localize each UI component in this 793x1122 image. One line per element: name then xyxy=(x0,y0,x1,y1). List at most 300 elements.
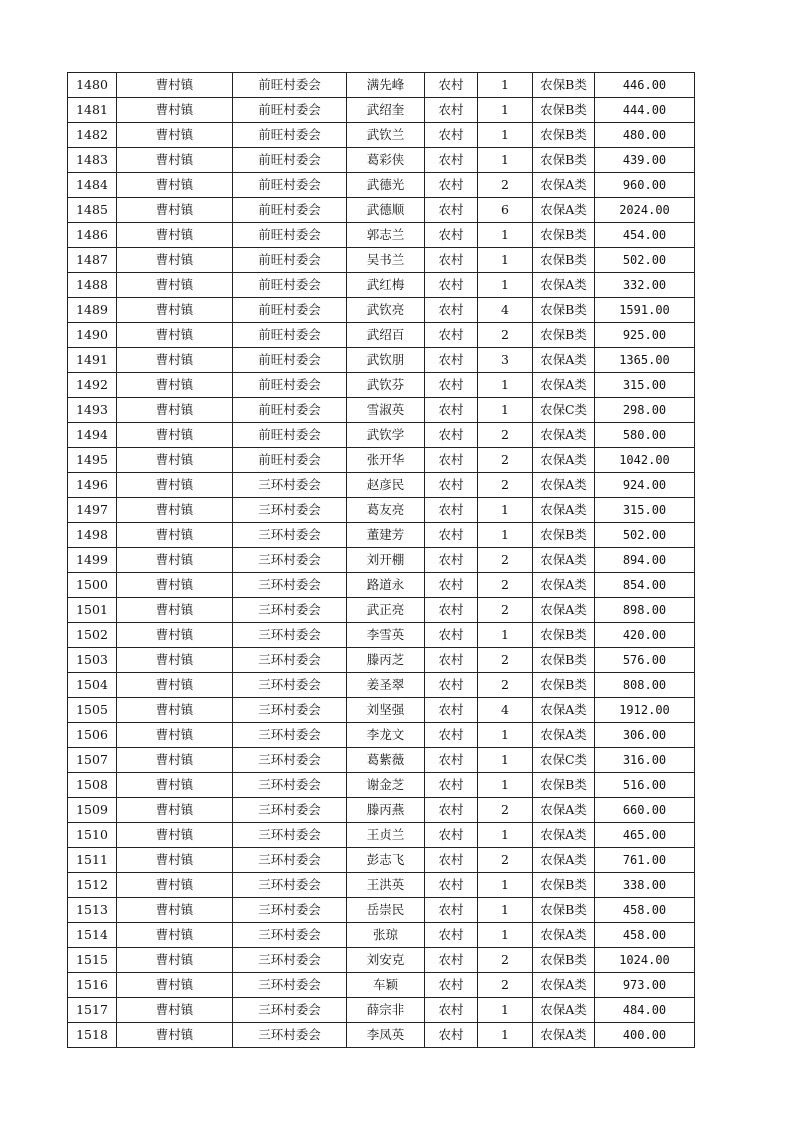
amount-cell: 400.00 xyxy=(595,1023,695,1048)
village-committee-cell: 三环村委会 xyxy=(233,648,347,673)
household-size-cell: 1 xyxy=(478,273,533,298)
amount-cell: 924.00 xyxy=(595,473,695,498)
village-committee-cell: 前旺村委会 xyxy=(233,398,347,423)
insurance-category-cell: 农保B类 xyxy=(533,948,595,973)
amount-cell: 1912.00 xyxy=(595,698,695,723)
table-row xyxy=(68,798,695,823)
household-size-cell: 2 xyxy=(478,673,533,698)
insurance-category-cell: 农保A类 xyxy=(533,998,595,1023)
household-type-cell: 农村 xyxy=(425,423,478,448)
table-row xyxy=(68,323,695,348)
insurance-category-cell: 农保B类 xyxy=(533,623,595,648)
table-row xyxy=(68,398,695,423)
insurance-category-cell: 农保B类 xyxy=(533,73,595,98)
amount-cell: 960.00 xyxy=(595,173,695,198)
table-row xyxy=(68,148,695,173)
row-number-cell: 1510 xyxy=(68,823,117,848)
row-number-cell: 1482 xyxy=(68,123,117,148)
table-row xyxy=(68,1023,695,1048)
row-number-cell: 1509 xyxy=(68,798,117,823)
amount-cell: 484.00 xyxy=(595,998,695,1023)
village-committee-cell: 前旺村委会 xyxy=(233,73,347,98)
amount-cell: 516.00 xyxy=(595,773,695,798)
row-number-cell: 1506 xyxy=(68,723,117,748)
town-cell: 曹村镇 xyxy=(117,323,233,348)
town-cell: 曹村镇 xyxy=(117,998,233,1023)
row-number-cell: 1495 xyxy=(68,448,117,473)
row-number-cell: 1516 xyxy=(68,973,117,998)
insurance-category-cell: 农保C类 xyxy=(533,398,595,423)
household-size-cell: 4 xyxy=(478,298,533,323)
village-committee-cell: 前旺村委会 xyxy=(233,123,347,148)
town-cell: 曹村镇 xyxy=(117,273,233,298)
person-name-cell: 张开华 xyxy=(347,448,425,473)
amount-cell: 1024.00 xyxy=(595,948,695,973)
household-size-cell: 1 xyxy=(478,998,533,1023)
town-cell: 曹村镇 xyxy=(117,648,233,673)
subsidy-table xyxy=(67,72,695,1048)
person-name-cell: 刘开棚 xyxy=(347,548,425,573)
household-size-cell: 1 xyxy=(478,898,533,923)
household-size-cell: 1 xyxy=(478,398,533,423)
amount-cell: 1042.00 xyxy=(595,448,695,473)
household-size-cell: 1 xyxy=(478,498,533,523)
amount-cell: 316.00 xyxy=(595,748,695,773)
household-size-cell: 2 xyxy=(478,173,533,198)
household-type-cell: 农村 xyxy=(425,998,478,1023)
village-committee-cell: 三环村委会 xyxy=(233,798,347,823)
household-type-cell: 农村 xyxy=(425,773,478,798)
amount-cell: 458.00 xyxy=(595,923,695,948)
person-name-cell: 武绍百 xyxy=(347,323,425,348)
town-cell: 曹村镇 xyxy=(117,173,233,198)
row-number-cell: 1489 xyxy=(68,298,117,323)
household-type-cell: 农村 xyxy=(425,398,478,423)
table-row xyxy=(68,423,695,448)
village-committee-cell: 前旺村委会 xyxy=(233,373,347,398)
household-type-cell: 农村 xyxy=(425,448,478,473)
table-row xyxy=(68,898,695,923)
insurance-category-cell: 农保C类 xyxy=(533,748,595,773)
table-row xyxy=(68,923,695,948)
person-name-cell: 车颖 xyxy=(347,973,425,998)
household-size-cell: 6 xyxy=(478,198,533,223)
household-size-cell: 2 xyxy=(478,448,533,473)
amount-cell: 808.00 xyxy=(595,673,695,698)
person-name-cell: 武绍奎 xyxy=(347,98,425,123)
household-size-cell: 2 xyxy=(478,573,533,598)
insurance-category-cell: 农保A类 xyxy=(533,423,595,448)
row-number-cell: 1483 xyxy=(68,148,117,173)
table-row xyxy=(68,623,695,648)
village-committee-cell: 前旺村委会 xyxy=(233,423,347,448)
village-committee-cell: 前旺村委会 xyxy=(233,348,347,373)
amount-cell: 854.00 xyxy=(595,573,695,598)
row-number-cell: 1485 xyxy=(68,198,117,223)
household-type-cell: 农村 xyxy=(425,498,478,523)
town-cell: 曹村镇 xyxy=(117,348,233,373)
row-number-cell: 1501 xyxy=(68,598,117,623)
village-committee-cell: 三环村委会 xyxy=(233,748,347,773)
table-row xyxy=(68,123,695,148)
household-type-cell: 农村 xyxy=(425,598,478,623)
table-row xyxy=(68,173,695,198)
insurance-category-cell: 农保A类 xyxy=(533,923,595,948)
town-cell: 曹村镇 xyxy=(117,623,233,648)
village-committee-cell: 三环村委会 xyxy=(233,598,347,623)
amount-cell: 315.00 xyxy=(595,498,695,523)
town-cell: 曹村镇 xyxy=(117,798,233,823)
person-name-cell: 刘坚强 xyxy=(347,698,425,723)
person-name-cell: 薛宗非 xyxy=(347,998,425,1023)
person-name-cell: 张琼 xyxy=(347,923,425,948)
person-name-cell: 郭志兰 xyxy=(347,223,425,248)
town-cell: 曹村镇 xyxy=(117,298,233,323)
household-type-cell: 农村 xyxy=(425,898,478,923)
household-size-cell: 1 xyxy=(478,1023,533,1048)
table-row xyxy=(68,273,695,298)
insurance-category-cell: 农保A类 xyxy=(533,373,595,398)
village-committee-cell: 前旺村委会 xyxy=(233,323,347,348)
table-row xyxy=(68,948,695,973)
insurance-category-cell: 农保B类 xyxy=(533,648,595,673)
village-committee-cell: 三环村委会 xyxy=(233,698,347,723)
table-row xyxy=(68,648,695,673)
town-cell: 曹村镇 xyxy=(117,848,233,873)
row-number-cell: 1493 xyxy=(68,398,117,423)
household-size-cell: 1 xyxy=(478,873,533,898)
household-size-cell: 1 xyxy=(478,623,533,648)
table-row xyxy=(68,573,695,598)
amount-cell: 580.00 xyxy=(595,423,695,448)
household-type-cell: 农村 xyxy=(425,348,478,373)
village-committee-cell: 三环村委会 xyxy=(233,948,347,973)
amount-cell: 458.00 xyxy=(595,898,695,923)
row-number-cell: 1508 xyxy=(68,773,117,798)
town-cell: 曹村镇 xyxy=(117,198,233,223)
amount-cell: 660.00 xyxy=(595,798,695,823)
table-row xyxy=(68,823,695,848)
village-committee-cell: 三环村委会 xyxy=(233,473,347,498)
town-cell: 曹村镇 xyxy=(117,698,233,723)
village-committee-cell: 三环村委会 xyxy=(233,773,347,798)
village-committee-cell: 三环村委会 xyxy=(233,873,347,898)
amount-cell: 338.00 xyxy=(595,873,695,898)
person-name-cell: 吴书兰 xyxy=(347,248,425,273)
village-committee-cell: 三环村委会 xyxy=(233,673,347,698)
amount-cell: 1365.00 xyxy=(595,348,695,373)
subsidy-table-page xyxy=(67,72,694,1048)
table-row xyxy=(68,973,695,998)
amount-cell: 315.00 xyxy=(595,373,695,398)
town-cell: 曹村镇 xyxy=(117,473,233,498)
household-type-cell: 农村 xyxy=(425,1023,478,1048)
household-size-cell: 2 xyxy=(478,473,533,498)
table-row xyxy=(68,523,695,548)
row-number-cell: 1487 xyxy=(68,248,117,273)
village-committee-cell: 三环村委会 xyxy=(233,548,347,573)
row-number-cell: 1490 xyxy=(68,323,117,348)
insurance-category-cell: 农保A类 xyxy=(533,173,595,198)
village-committee-cell: 三环村委会 xyxy=(233,848,347,873)
household-size-cell: 1 xyxy=(478,223,533,248)
person-name-cell: 刘安克 xyxy=(347,948,425,973)
town-cell: 曹村镇 xyxy=(117,823,233,848)
household-type-cell: 农村 xyxy=(425,973,478,998)
household-size-cell: 3 xyxy=(478,348,533,373)
person-name-cell: 武德光 xyxy=(347,173,425,198)
insurance-category-cell: 农保B类 xyxy=(533,148,595,173)
row-number-cell: 1515 xyxy=(68,948,117,973)
household-type-cell: 农村 xyxy=(425,373,478,398)
amount-cell: 576.00 xyxy=(595,648,695,673)
town-cell: 曹村镇 xyxy=(117,548,233,573)
person-name-cell: 路道永 xyxy=(347,573,425,598)
amount-cell: 298.00 xyxy=(595,398,695,423)
household-size-cell: 2 xyxy=(478,598,533,623)
table-row xyxy=(68,598,695,623)
town-cell: 曹村镇 xyxy=(117,398,233,423)
household-size-cell: 1 xyxy=(478,748,533,773)
row-number-cell: 1498 xyxy=(68,523,117,548)
village-committee-cell: 前旺村委会 xyxy=(233,148,347,173)
table-row xyxy=(68,698,695,723)
table-row xyxy=(68,498,695,523)
town-cell: 曹村镇 xyxy=(117,723,233,748)
town-cell: 曹村镇 xyxy=(117,898,233,923)
household-type-cell: 农村 xyxy=(425,948,478,973)
household-size-cell: 2 xyxy=(478,548,533,573)
household-type-cell: 农村 xyxy=(425,723,478,748)
household-type-cell: 农村 xyxy=(425,148,478,173)
insurance-category-cell: 农保B类 xyxy=(533,98,595,123)
amount-cell: 306.00 xyxy=(595,723,695,748)
town-cell: 曹村镇 xyxy=(117,923,233,948)
table-row xyxy=(68,723,695,748)
village-committee-cell: 前旺村委会 xyxy=(233,198,347,223)
row-number-cell: 1481 xyxy=(68,98,117,123)
town-cell: 曹村镇 xyxy=(117,98,233,123)
household-size-cell: 1 xyxy=(478,123,533,148)
table-body xyxy=(68,73,695,1048)
town-cell: 曹村镇 xyxy=(117,248,233,273)
table-row xyxy=(68,548,695,573)
row-number-cell: 1500 xyxy=(68,573,117,598)
household-type-cell: 农村 xyxy=(425,248,478,273)
insurance-category-cell: 农保B类 xyxy=(533,298,595,323)
amount-cell: 439.00 xyxy=(595,148,695,173)
town-cell: 曹村镇 xyxy=(117,423,233,448)
town-cell: 曹村镇 xyxy=(117,973,233,998)
row-number-cell: 1517 xyxy=(68,998,117,1023)
insurance-category-cell: 农保B类 xyxy=(533,873,595,898)
household-size-cell: 1 xyxy=(478,373,533,398)
row-number-cell: 1494 xyxy=(68,423,117,448)
amount-cell: 420.00 xyxy=(595,623,695,648)
person-name-cell: 武钦亮 xyxy=(347,298,425,323)
insurance-category-cell: 农保A类 xyxy=(533,848,595,873)
person-name-cell: 赵彦民 xyxy=(347,473,425,498)
person-name-cell: 武红梅 xyxy=(347,273,425,298)
table-row xyxy=(68,298,695,323)
table-row xyxy=(68,198,695,223)
household-size-cell: 1 xyxy=(478,73,533,98)
insurance-category-cell: 农保A类 xyxy=(533,498,595,523)
row-number-cell: 1518 xyxy=(68,1023,117,1048)
village-committee-cell: 三环村委会 xyxy=(233,573,347,598)
person-name-cell: 李雪英 xyxy=(347,623,425,648)
insurance-category-cell: 农保A类 xyxy=(533,448,595,473)
town-cell: 曹村镇 xyxy=(117,598,233,623)
person-name-cell: 王洪英 xyxy=(347,873,425,898)
village-committee-cell: 三环村委会 xyxy=(233,973,347,998)
row-number-cell: 1504 xyxy=(68,673,117,698)
person-name-cell: 滕丙燕 xyxy=(347,798,425,823)
row-number-cell: 1492 xyxy=(68,373,117,398)
village-committee-cell: 三环村委会 xyxy=(233,623,347,648)
person-name-cell: 葛紫薇 xyxy=(347,748,425,773)
town-cell: 曹村镇 xyxy=(117,498,233,523)
table-row xyxy=(68,473,695,498)
table-row xyxy=(68,873,695,898)
row-number-cell: 1484 xyxy=(68,173,117,198)
table-row xyxy=(68,848,695,873)
table-row xyxy=(68,748,695,773)
household-type-cell: 农村 xyxy=(425,548,478,573)
row-number-cell: 1488 xyxy=(68,273,117,298)
village-committee-cell: 三环村委会 xyxy=(233,523,347,548)
household-type-cell: 农村 xyxy=(425,648,478,673)
table-row xyxy=(68,73,695,98)
household-type-cell: 农村 xyxy=(425,623,478,648)
table-row xyxy=(68,998,695,1023)
amount-cell: 332.00 xyxy=(595,273,695,298)
amount-cell: 898.00 xyxy=(595,598,695,623)
household-type-cell: 农村 xyxy=(425,73,478,98)
village-committee-cell: 三环村委会 xyxy=(233,823,347,848)
household-type-cell: 农村 xyxy=(425,298,478,323)
insurance-category-cell: 农保A类 xyxy=(533,573,595,598)
insurance-category-cell: 农保B类 xyxy=(533,773,595,798)
row-number-cell: 1511 xyxy=(68,848,117,873)
household-size-cell: 1 xyxy=(478,773,533,798)
household-size-cell: 2 xyxy=(478,798,533,823)
household-type-cell: 农村 xyxy=(425,198,478,223)
row-number-cell: 1497 xyxy=(68,498,117,523)
insurance-category-cell: 农保B类 xyxy=(533,523,595,548)
village-committee-cell: 前旺村委会 xyxy=(233,98,347,123)
household-size-cell: 1 xyxy=(478,723,533,748)
household-size-cell: 2 xyxy=(478,648,533,673)
town-cell: 曹村镇 xyxy=(117,73,233,98)
town-cell: 曹村镇 xyxy=(117,123,233,148)
household-size-cell: 1 xyxy=(478,248,533,273)
insurance-category-cell: 农保B类 xyxy=(533,673,595,698)
town-cell: 曹村镇 xyxy=(117,448,233,473)
town-cell: 曹村镇 xyxy=(117,948,233,973)
insurance-category-cell: 农保B类 xyxy=(533,248,595,273)
person-name-cell: 董建芳 xyxy=(347,523,425,548)
town-cell: 曹村镇 xyxy=(117,223,233,248)
household-type-cell: 农村 xyxy=(425,848,478,873)
household-type-cell: 农村 xyxy=(425,873,478,898)
amount-cell: 925.00 xyxy=(595,323,695,348)
row-number-cell: 1496 xyxy=(68,473,117,498)
row-number-cell: 1512 xyxy=(68,873,117,898)
person-name-cell: 武钦兰 xyxy=(347,123,425,148)
person-name-cell: 岳崇民 xyxy=(347,898,425,923)
insurance-category-cell: 农保B类 xyxy=(533,323,595,348)
town-cell: 曹村镇 xyxy=(117,773,233,798)
person-name-cell: 李凤英 xyxy=(347,1023,425,1048)
insurance-category-cell: 农保A类 xyxy=(533,348,595,373)
amount-cell: 2024.00 xyxy=(595,198,695,223)
household-size-cell: 1 xyxy=(478,148,533,173)
row-number-cell: 1502 xyxy=(68,623,117,648)
amount-cell: 502.00 xyxy=(595,523,695,548)
insurance-category-cell: 农保A类 xyxy=(533,473,595,498)
person-name-cell: 谢金芝 xyxy=(347,773,425,798)
household-type-cell: 农村 xyxy=(425,748,478,773)
amount-cell: 446.00 xyxy=(595,73,695,98)
insurance-category-cell: 农保B类 xyxy=(533,223,595,248)
table-row xyxy=(68,673,695,698)
table-row xyxy=(68,348,695,373)
insurance-category-cell: 农保B类 xyxy=(533,898,595,923)
insurance-category-cell: 农保A类 xyxy=(533,973,595,998)
household-size-cell: 2 xyxy=(478,423,533,448)
household-type-cell: 农村 xyxy=(425,823,478,848)
amount-cell: 465.00 xyxy=(595,823,695,848)
town-cell: 曹村镇 xyxy=(117,748,233,773)
town-cell: 曹村镇 xyxy=(117,673,233,698)
table-row xyxy=(68,98,695,123)
person-name-cell: 彭志飞 xyxy=(347,848,425,873)
village-committee-cell: 三环村委会 xyxy=(233,1023,347,1048)
village-committee-cell: 前旺村委会 xyxy=(233,448,347,473)
household-type-cell: 农村 xyxy=(425,273,478,298)
household-size-cell: 1 xyxy=(478,98,533,123)
row-number-cell: 1486 xyxy=(68,223,117,248)
table-row xyxy=(68,773,695,798)
insurance-category-cell: 农保B类 xyxy=(533,123,595,148)
table-row xyxy=(68,373,695,398)
row-number-cell: 1491 xyxy=(68,348,117,373)
row-number-cell: 1507 xyxy=(68,748,117,773)
insurance-category-cell: 农保A类 xyxy=(533,823,595,848)
household-type-cell: 农村 xyxy=(425,573,478,598)
household-size-cell: 2 xyxy=(478,848,533,873)
amount-cell: 894.00 xyxy=(595,548,695,573)
row-number-cell: 1480 xyxy=(68,73,117,98)
household-size-cell: 1 xyxy=(478,823,533,848)
household-size-cell: 2 xyxy=(478,973,533,998)
town-cell: 曹村镇 xyxy=(117,1023,233,1048)
person-name-cell: 满先峰 xyxy=(347,73,425,98)
village-committee-cell: 三环村委会 xyxy=(233,898,347,923)
person-name-cell: 武钦朋 xyxy=(347,348,425,373)
insurance-category-cell: 农保A类 xyxy=(533,698,595,723)
village-committee-cell: 前旺村委会 xyxy=(233,223,347,248)
household-type-cell: 农村 xyxy=(425,98,478,123)
town-cell: 曹村镇 xyxy=(117,523,233,548)
household-size-cell: 2 xyxy=(478,948,533,973)
household-type-cell: 农村 xyxy=(425,698,478,723)
household-type-cell: 农村 xyxy=(425,523,478,548)
person-name-cell: 武钦芬 xyxy=(347,373,425,398)
amount-cell: 973.00 xyxy=(595,973,695,998)
household-type-cell: 农村 xyxy=(425,223,478,248)
